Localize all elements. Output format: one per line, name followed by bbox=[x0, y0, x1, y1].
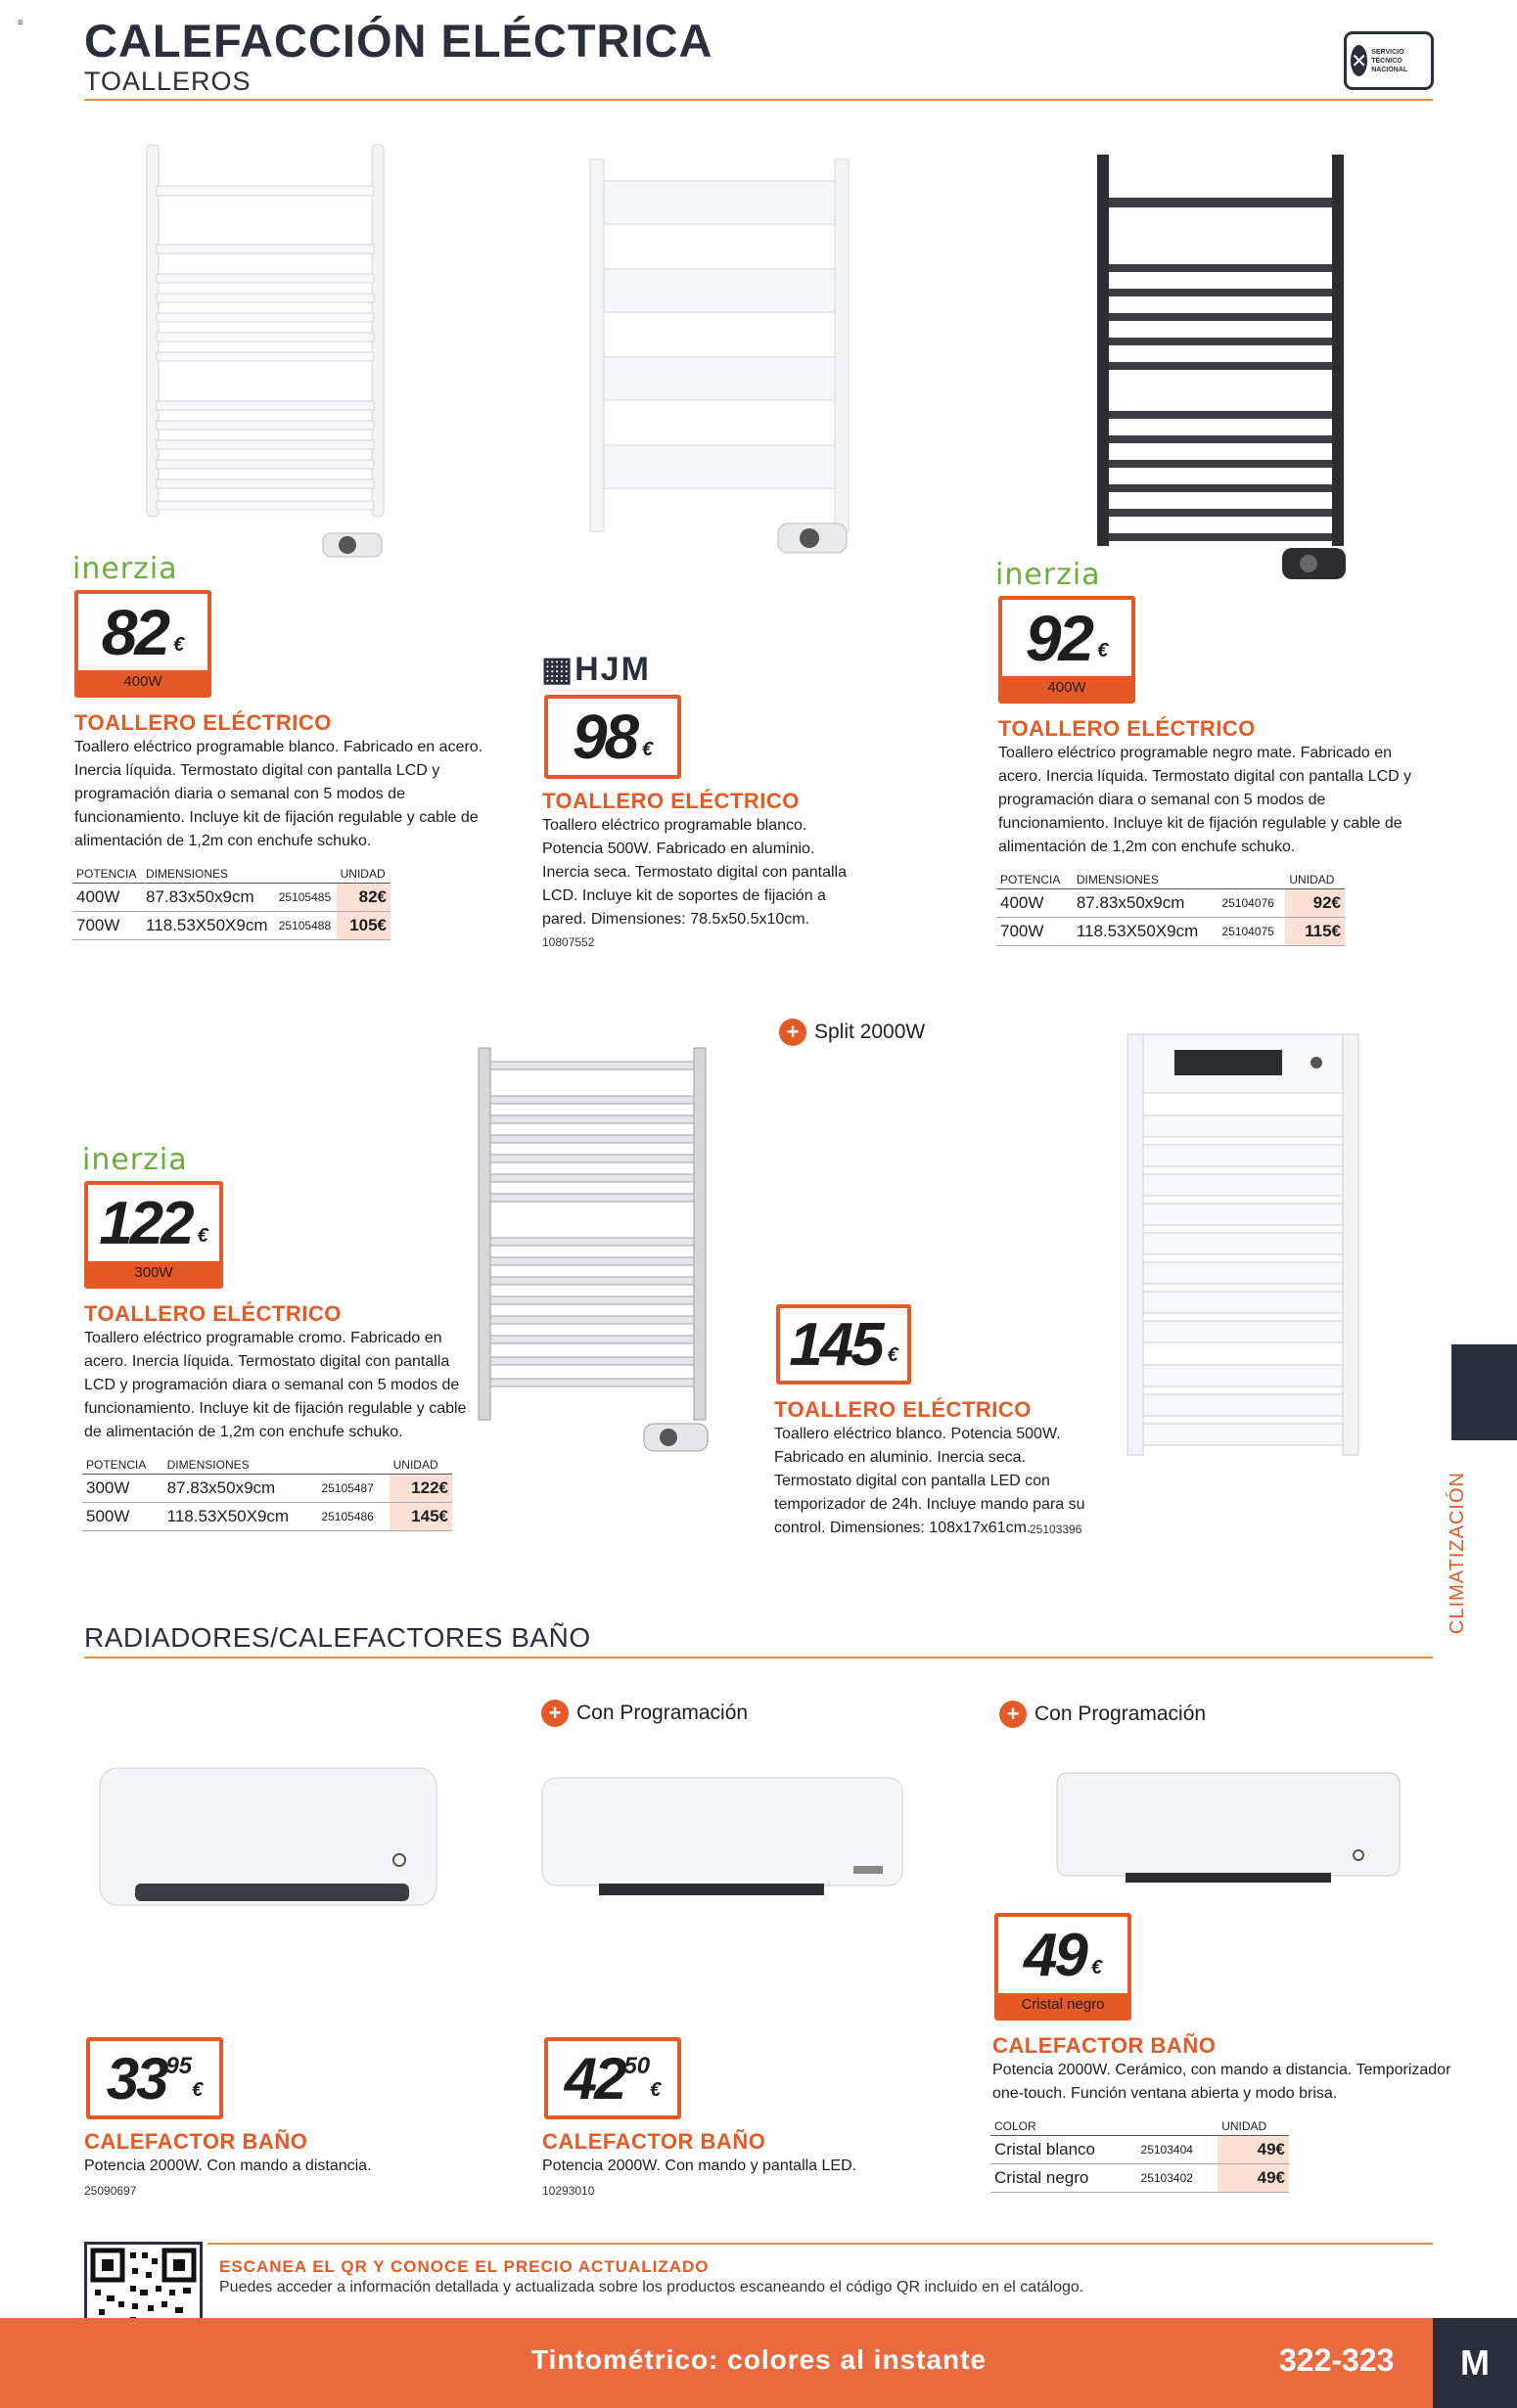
cell-power: 700W bbox=[996, 918, 1073, 946]
col-header: POTENCIA bbox=[82, 1456, 163, 1475]
brand-logo-inerzia: inerzia bbox=[72, 552, 178, 586]
towel-rail-split-image bbox=[1126, 1032, 1360, 1458]
bathroom-heater-ceramic-image bbox=[1055, 1771, 1402, 1893]
col-header: DIMENSIONES bbox=[1073, 871, 1218, 889]
page-numbers: 322-323 bbox=[1279, 2342, 1395, 2378]
towel-rail-black-image bbox=[1091, 147, 1351, 587]
page-subtitle: TOALLEROS bbox=[84, 67, 252, 96]
col-header: UNIDAD bbox=[390, 1456, 452, 1475]
wrench-screwdriver-icon: ✕ bbox=[1351, 45, 1367, 76]
feature-tag-label: Con Programación bbox=[1034, 1703, 1207, 1725]
cell-price: 49€ bbox=[1218, 2136, 1289, 2164]
brand-logo-icon: M bbox=[1433, 2318, 1517, 2408]
col-header: UNIDAD bbox=[1218, 2117, 1289, 2136]
price-tag bbox=[776, 1304, 911, 1385]
footer-divider bbox=[207, 2243, 1433, 2245]
towel-rail-white-image bbox=[137, 137, 391, 568]
towel-rail-aluminium-image bbox=[582, 152, 856, 563]
table-row bbox=[996, 889, 1345, 918]
footer-slogan: Tintométrico: colores al instante bbox=[531, 2344, 988, 2375]
table-row bbox=[990, 2136, 1289, 2164]
feature-tag bbox=[779, 1019, 925, 1046]
bathroom-heater-led-image bbox=[540, 1776, 904, 1903]
cell-sku: 25103404 bbox=[1137, 2136, 1218, 2164]
qr-description: Puedes acceder a información detallada y actualizada sobre los productos escaneando el código QR incluido en el catálogo. bbox=[219, 2279, 1084, 2295]
side-tab bbox=[1451, 1344, 1517, 1440]
col-header bbox=[275, 865, 337, 884]
price-value: 49 bbox=[1023, 1921, 1085, 1989]
cell-power: 500W bbox=[82, 1503, 163, 1531]
price-int: 33 bbox=[106, 2045, 166, 2112]
product-sku: 10293010 bbox=[542, 2184, 595, 2198]
price-currency: € bbox=[887, 1344, 898, 1366]
product-description: Potencia 2000W. Cerámico, con mando a distancia. Temporizador one-touch. Función ventana abierta y modo brisa. bbox=[992, 2062, 1451, 2102]
header-divider bbox=[84, 99, 1433, 101]
col-header: POTENCIA bbox=[996, 871, 1073, 889]
price-currency: € bbox=[1090, 1957, 1103, 1978]
table-row bbox=[990, 2164, 1289, 2193]
cell-sku: 25105485 bbox=[275, 884, 337, 912]
price-currency: € bbox=[173, 634, 185, 656]
cell-color: Cristal blanco bbox=[990, 2136, 1137, 2164]
product-title: TOALLERO ELÉCTRICO bbox=[774, 1397, 1032, 1422]
price-band: 400W bbox=[78, 670, 207, 694]
price-tag bbox=[74, 590, 211, 698]
service-badge bbox=[1344, 31, 1434, 90]
product-title: TOALLERO ELÉCTRICO bbox=[542, 789, 800, 813]
col-header: POTENCIA bbox=[72, 865, 142, 884]
side-section-label bbox=[1447, 1468, 1486, 1634]
cell-price: 122€ bbox=[390, 1475, 452, 1503]
cell-dims: 87.83x50x9cm bbox=[142, 884, 275, 912]
cell-dims: 118.53X50X9cm bbox=[1073, 918, 1218, 946]
feature-tag bbox=[999, 1701, 1206, 1728]
product-description: Potencia 2000W. Con mando a distancia. bbox=[84, 2158, 372, 2174]
service-badge-text: SERVICIO TÉCNICO NACIONAL bbox=[1371, 48, 1408, 73]
cell-dims: 87.83x50x9cm bbox=[1073, 889, 1218, 918]
product-description: Toallero eléctrico programable negro mate. Fabricado en acero. Inercia líquida. Termostato digital con pantalla LCD y programación diara o semanal con 5 modos de funcionamiento. Incluye kit de fijación regulable y cable de alimentación de 1,2m con enchufe schuko. bbox=[998, 745, 1412, 855]
brand-logo-hjm bbox=[541, 650, 651, 689]
price-int: 42 bbox=[564, 2045, 624, 2112]
bathroom-heater-image bbox=[96, 1766, 440, 1913]
side-label-text: CLIMATIZACIÓN bbox=[1447, 1472, 1468, 1634]
product-description: Toallero eléctrico programable cromo. Fabricado en acero. Inercia líquida. Termostato digital con pantalla LCD y programación diara o semanal con 5 modos de funcionamiento. Incluye kit de fijación regulable y cable de alimentación de 1,2m con enchufe schuko. bbox=[84, 1330, 467, 1440]
product-title: CALEFACTOR BAÑO bbox=[84, 2129, 308, 2154]
price-currency: € bbox=[197, 1225, 208, 1247]
price-currency: € bbox=[1097, 640, 1109, 661]
product-title: TOALLERO ELÉCTRICO bbox=[84, 1301, 342, 1326]
product-description: Potencia 2000W. Con mando y pantalla LED. bbox=[542, 2158, 857, 2174]
col-header bbox=[1218, 871, 1285, 889]
brand-logo-inerzia: inerzia bbox=[995, 558, 1101, 592]
cell-sku: 25105486 bbox=[317, 1503, 389, 1531]
feature-tag-label: Split 2000W bbox=[814, 1021, 926, 1043]
cell-power: 300W bbox=[82, 1475, 163, 1503]
product-title: TOALLERO ELÉCTRICO bbox=[74, 710, 332, 735]
price-tag bbox=[544, 2037, 681, 2119]
col-header: UNIDAD bbox=[337, 865, 391, 884]
cell-power: 700W bbox=[72, 912, 142, 940]
price-tag bbox=[998, 596, 1135, 704]
product-sku: 25090697 bbox=[84, 2184, 137, 2198]
product-title: TOALLERO ELÉCTRICO bbox=[998, 716, 1256, 741]
price-band: 300W bbox=[88, 1261, 219, 1285]
cell-power: 400W bbox=[72, 884, 142, 912]
col-header: UNIDAD bbox=[1285, 871, 1345, 889]
table-row bbox=[82, 1475, 452, 1503]
cell-dims: 118.53X50X9cm bbox=[142, 912, 275, 940]
spec-table bbox=[72, 865, 391, 940]
cell-sku: 25105487 bbox=[317, 1475, 389, 1503]
price-tag bbox=[994, 1913, 1131, 2021]
cell-price: 92€ bbox=[1285, 889, 1345, 918]
table-row bbox=[82, 1503, 452, 1531]
cell-power: 400W bbox=[996, 889, 1073, 918]
cell-color: Cristal negro bbox=[990, 2164, 1137, 2193]
spec-table bbox=[996, 871, 1345, 946]
price-value: 98 bbox=[572, 702, 637, 772]
towel-rail-chrome-image bbox=[473, 1042, 717, 1453]
qr-title: ESCANEA EL QR Y CONOCE EL PRECIO ACTUALIZADO bbox=[219, 2257, 710, 2276]
product-sku: 25103396 bbox=[1030, 1522, 1082, 1536]
cell-dims: 87.83x50x9cm bbox=[163, 1475, 318, 1503]
brand-name: HJM bbox=[575, 651, 651, 688]
hjm-mark-icon: ▦ bbox=[541, 651, 575, 688]
cell-sku: 25105488 bbox=[275, 912, 337, 940]
col-header bbox=[317, 1456, 389, 1475]
price-tag bbox=[84, 1181, 223, 1289]
col-header: COLOR bbox=[990, 2117, 1137, 2136]
price-value: 122 bbox=[99, 1189, 192, 1257]
feature-tag-label: Con Programación bbox=[576, 1702, 749, 1724]
spec-table bbox=[82, 1456, 452, 1531]
col-header: DIMENSIONES bbox=[142, 865, 275, 884]
cell-price: 49€ bbox=[1218, 2164, 1289, 2193]
table-row bbox=[72, 912, 391, 940]
product-title: CALEFACTOR BAÑO bbox=[992, 2033, 1217, 2058]
spec-table bbox=[990, 2117, 1289, 2193]
price-value: 92 bbox=[1025, 602, 1092, 674]
table-row bbox=[996, 918, 1345, 946]
price-tag bbox=[86, 2037, 223, 2119]
cell-price: 82€ bbox=[337, 884, 391, 912]
price-dec: 50 bbox=[623, 2053, 651, 2079]
cell-sku: 25104076 bbox=[1218, 889, 1285, 918]
product-description: Toallero eléctrico programable blanco. Potencia 500W. Fabricado en aluminio. Inercia seca. Termostato digital con pantalla LCD. Incluye kit de soportes de fijación a pared. Dimensiones: 78.5x50.5x10cm. bbox=[542, 817, 847, 928]
col-header bbox=[1137, 2117, 1218, 2136]
cell-sku: 25104075 bbox=[1218, 918, 1285, 946]
plus-icon: + bbox=[999, 1701, 1027, 1728]
col-header: DIMENSIONES bbox=[163, 1456, 318, 1475]
table-row bbox=[72, 884, 391, 912]
brand-logo-inerzia: inerzia bbox=[82, 1143, 188, 1177]
page-title: CALEFACCIÓN ELÉCTRICA bbox=[84, 15, 713, 67]
price-band: 400W bbox=[1002, 676, 1131, 700]
plus-icon: + bbox=[779, 1019, 806, 1046]
price-currency: € bbox=[642, 739, 654, 760]
price-value: 82 bbox=[101, 596, 168, 668]
cell-sku: 25103402 bbox=[1137, 2164, 1218, 2193]
section-title: RADIADORES/CALEFACTORES BAÑO bbox=[84, 1622, 591, 1653]
product-title: CALEFACTOR BAÑO bbox=[542, 2129, 766, 2154]
price-currency: € bbox=[192, 2079, 204, 2101]
price-dec: 95 bbox=[165, 2053, 193, 2079]
price-currency: € bbox=[650, 2079, 662, 2101]
price-band: Cristal negro bbox=[998, 1993, 1127, 2017]
product-sku: 10807552 bbox=[542, 935, 595, 949]
price-tag bbox=[544, 695, 681, 779]
price-value: 145 bbox=[789, 1310, 882, 1379]
section-divider bbox=[84, 1657, 1433, 1658]
cell-dims: 118.53X50X9cm bbox=[163, 1503, 318, 1531]
cell-price: 105€ bbox=[337, 912, 391, 940]
product-description: Toallero eléctrico blanco. Potencia 500W. Fabricado en aluminio. Inercia seca. Termostato digital con pantalla LED con temporizador de 24h. Incluye mando para su control. Dimensiones: 108x17x61cm. bbox=[774, 1426, 1085, 1536]
plus-icon: + bbox=[541, 1700, 569, 1727]
feature-tag bbox=[541, 1700, 748, 1727]
product-description: Toallero eléctrico programable blanco. Fabricado en acero. Inercia líquida. Termostato digital con pantalla LCD y programación diaria o semanal con 5 modos de funcionamiento. Incluye kit de fijación regulable y cable de alimentación de 1,2m con enchufe schuko. bbox=[74, 739, 483, 849]
cell-price: 115€ bbox=[1285, 918, 1345, 946]
corner-mark: ≡ bbox=[18, 18, 23, 28]
cell-price: 145€ bbox=[390, 1503, 452, 1531]
